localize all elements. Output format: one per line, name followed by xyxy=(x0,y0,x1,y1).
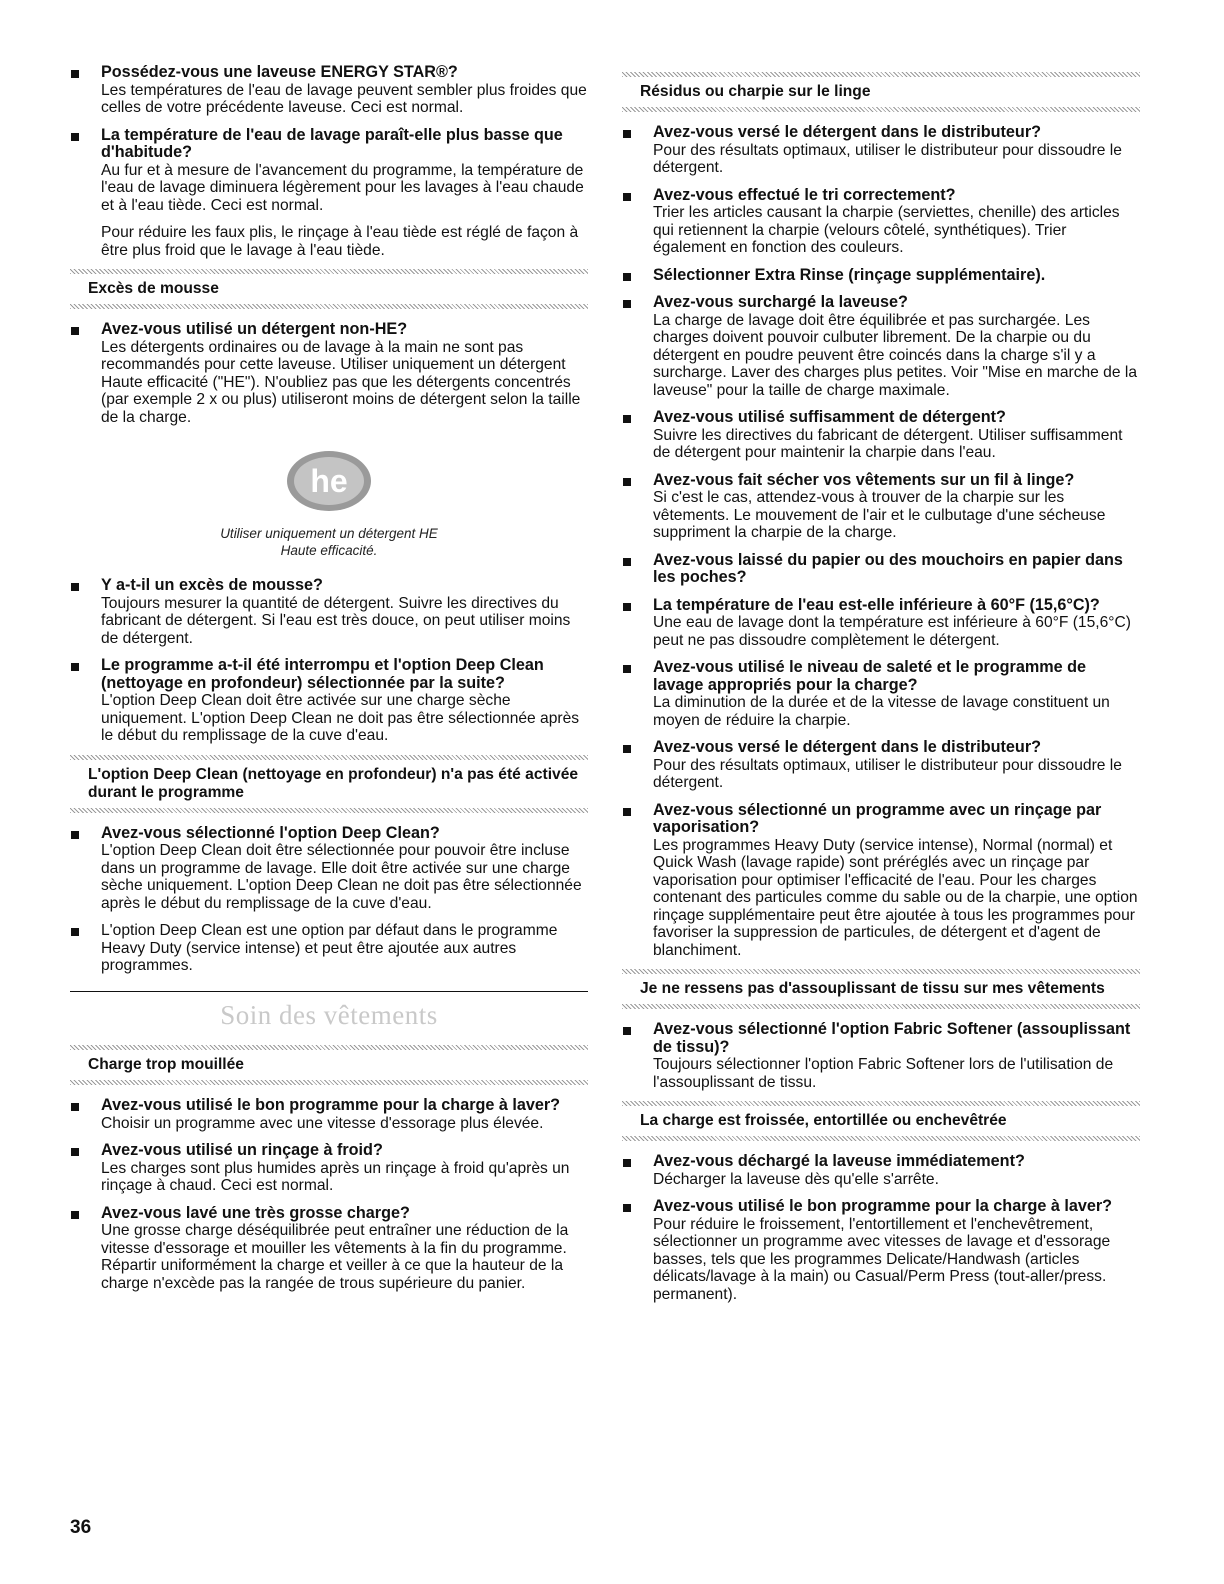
he-logo xyxy=(70,448,588,519)
list-item xyxy=(70,321,588,426)
question-text: Avez-vous versé le détergent dans le distributeur? xyxy=(653,123,1042,141)
logo-caption xyxy=(70,525,588,559)
list-deep-clean xyxy=(70,825,588,975)
answer-text: Pour réduire le froissement, l'entortillement et l'enchevêtrement, sélectionner un programme avec vitesses de lavage et d'essorage basses, tels que les programmes Delicate/Handwash (articles délicats/lavage à la main) ou Casual/Perm Press (tout-aller/press. permanent). xyxy=(653,1215,1111,1303)
list-item xyxy=(70,922,588,975)
section-heading-residus xyxy=(622,72,1140,112)
heading-rule xyxy=(70,304,588,309)
answer-text: Une grosse charge déséquilibrée peut entraîner une réduction de la vitesse d'essorage et mouiller les vêtements à la fin du programme. Répartir uniformément la charge et veiller à ce que la hauteur de la charge n'excède pas la rangée de trous supérieure du panier. xyxy=(101,1222,569,1292)
bullet-icon xyxy=(623,300,631,308)
list-item xyxy=(70,64,588,117)
question-text: Avez-vous utilisé le bon programme pour la charge à laver? xyxy=(101,1096,561,1114)
bullet-icon xyxy=(623,558,631,566)
heading-rule xyxy=(70,808,588,813)
list-item xyxy=(70,657,588,745)
question-text: Avez-vous sélectionné l'option Fabric Softener (assouplissant de tissu)? xyxy=(653,1020,1131,1056)
heading-rule xyxy=(622,107,1140,112)
section-block xyxy=(70,991,588,1034)
bullet-icon xyxy=(71,1211,79,1219)
question-text: La température de l'eau de lavage paraît-elle plus basse que d'habitude? xyxy=(101,125,563,161)
question-text: Avez-vous laissé du papier ou des mouchoirs en papier dans les poches? xyxy=(653,550,1123,586)
intro-note: Pour réduire les faux plis, le rinçage à l'eau tiède est réglé de façon à être plus froid que le lavage à l'eau tiède. xyxy=(101,224,579,259)
answer-text: Trier les articles causant la charpie (serviettes, chenille) des articles qui retiennent la charpie (velours côtelé, synthétiques). Trier également en fonction des couleurs. xyxy=(653,204,1120,256)
list-item xyxy=(622,1021,1140,1091)
logo-caption-line2: Haute efficacité. xyxy=(280,543,378,558)
he-logo-icon xyxy=(284,448,374,514)
list-item xyxy=(622,124,1140,177)
bullet-icon xyxy=(71,327,79,335)
bullet-icon xyxy=(623,273,631,281)
heading-text: L'option Deep Clean (nettoyage en profondeur) n'a pas été activée durant le programme xyxy=(88,765,579,801)
list-item xyxy=(70,1205,588,1293)
question-text: Avez-vous sélectionné l'option Deep Clean? xyxy=(101,823,440,842)
bullet-icon xyxy=(71,663,79,671)
answer-text: Toujours mesurer la quantité de détergent. Suivre les directives du fabricant de détergent. Si l'eau est très douce, on peut utiliser moins de détergent. xyxy=(101,594,571,647)
list-mousse-b xyxy=(70,577,588,745)
bullet-icon xyxy=(71,928,79,936)
bullet-icon xyxy=(71,1103,79,1111)
question-text: Avez-vous utilisé suffisamment de détergent? xyxy=(653,408,1006,426)
list-item xyxy=(622,739,1140,792)
bullet-icon xyxy=(71,1148,79,1156)
list-item xyxy=(70,1097,588,1132)
answer-text: Les détergents ordinaires ou de lavage à la main ne sont pas recommandés pour cette laveuse. Utiliser uniquement un détergent Haute efficacité ("HE"). N'oubliez pas que les détergents concentrés (par exemple 2 x ou plus) utiliseront moins de détergent selon la taille de la charge. xyxy=(101,338,581,426)
answer-text: Choisir un programme avec une vitesse d'essorage plus élevée. xyxy=(101,1114,544,1132)
answer-text: La charge de lavage doit être équilibrée et pas surchargée. Les charges doivent pouvoir culbuter librement. De la charpie ou du détergent en poudre peuvent être coincés dans la charge s'il y a surcharge. Laver des charges plus petites. Voir "Mise en marche de la laveuse" pour la taille de charge maximale. xyxy=(653,311,1137,399)
left-column xyxy=(70,64,588,1302)
answer-text: L'option Deep Clean doit être sélectionnée pour pouvoir être incluse dans un programme de lavage. Elle doit être activée sur une charge sèche uniquement. L'option Deep Clean ne doit pas être sélectionnée après le début du remplissage de la cuve d'eau. xyxy=(101,842,582,912)
question-text: Avez-vous sélectionné un programme avec un rinçage par vaporisation? xyxy=(653,800,1102,836)
question-text: Avez-vous versé le détergent dans le distributeur? xyxy=(653,738,1042,756)
heading-text: Résidus ou charpie sur le linge xyxy=(640,83,871,100)
bullet-icon xyxy=(623,478,631,486)
bullet-icon xyxy=(623,130,631,138)
list-mouillee xyxy=(70,1097,588,1292)
logo-caption-line1: Utiliser uniquement un détergent HE xyxy=(220,526,438,541)
question-text: Avez-vous utilisé le bon programme pour la charge à laver? xyxy=(653,1197,1113,1215)
bullet-icon xyxy=(623,193,631,201)
answer-text: Une eau de lavage dont la température est inférieure à 60°F (15,6°C) peut ne pas dissoudre complètement le détergent. xyxy=(653,614,1131,649)
bullet-icon xyxy=(623,415,631,423)
bullet-icon xyxy=(71,831,79,839)
answer-text: Pour des résultats optimaux, utiliser le distributeur pour dissoudre le détergent. xyxy=(653,141,1122,176)
answer-text: L'option Deep Clean est une option par défaut dans le programme Heavy Duty (service intense) et peut être ajoutée aux autres programmes. xyxy=(101,922,558,974)
answer-text: La diminution de la durée et de la vitesse de lavage constituent un moyen de réduire la charpie. xyxy=(653,694,1110,729)
list-mousse-a xyxy=(70,321,588,426)
question-text: Possédez-vous une laveuse ENERGY STAR®? xyxy=(101,63,458,81)
list-item xyxy=(622,552,1140,587)
list-item xyxy=(70,825,588,913)
question-text: Y a-t-il un excès de mousse? xyxy=(101,576,323,594)
list-intro xyxy=(70,64,588,214)
list-assouplissant xyxy=(622,1021,1140,1091)
answer-text: Si c'est le cas, attendez-vous à trouver de la charpie sur les vêtements. Le mouvement de l'air et le culbutage d'une sécheuse suppriment la charpie de la charge. xyxy=(653,489,1106,541)
question-text: Avez-vous utilisé le niveau de saleté et le programme de lavage appropriés pour la charge? xyxy=(653,658,1087,694)
list-item xyxy=(622,409,1140,462)
question-text: Le programme a-t-il été interrompu et l'option Deep Clean (nettoyage en profondeur) sélectionnée par la suite? xyxy=(101,656,544,692)
list-item xyxy=(622,1198,1140,1303)
list-item xyxy=(70,1142,588,1195)
heading-text: Excès de mousse xyxy=(88,280,219,297)
list-froissee xyxy=(622,1153,1140,1303)
list-item xyxy=(622,267,1140,285)
bullet-icon xyxy=(623,1027,631,1035)
question-text: Avez-vous utilisé un détergent non-HE? xyxy=(101,320,408,338)
answer-text: L'option Deep Clean doit être activée sur une charge sèche uniquement. L'option Deep Clean ne doit pas être sélectionnée après le début du remplissage de la cuve d'eau. xyxy=(101,692,580,744)
bullet-icon xyxy=(623,1204,631,1212)
heading-text: La charge est froissée, entortillée ou enchevêtrée xyxy=(640,1112,1007,1129)
right-column xyxy=(622,64,1140,1313)
list-item xyxy=(622,187,1140,257)
page-number: 36 xyxy=(70,1517,92,1538)
bullet-icon xyxy=(623,808,631,816)
question-text: Avez-vous fait sécher vos vêtements sur un fil à linge? xyxy=(653,470,1075,489)
section-heading-mouillee xyxy=(70,1045,588,1085)
bullet-icon xyxy=(623,1159,631,1167)
list-item xyxy=(70,127,588,215)
question-text: Avez-vous surchargé la laveuse? xyxy=(653,293,908,311)
question-text: Avez-vous utilisé un rinçage à froid? xyxy=(101,1141,383,1159)
answer-text: Toujours sélectionner l'option Fabric Softener lors de l'utilisation de l'assouplissant de tissu. xyxy=(653,1056,1114,1091)
bullet-icon xyxy=(623,745,631,753)
bullet-icon xyxy=(71,133,79,141)
heading-text: Je ne ressens pas d'assouplissant de tissu sur mes vêtements xyxy=(640,980,1105,997)
question-text: Avez-vous déchargé la laveuse immédiatement? xyxy=(653,1152,1025,1170)
answer-text: Suivre les directives du fabricant de détergent. Utiliser suffisamment de détergent pour maintenir la charpie dans l'eau. xyxy=(653,426,1123,461)
heading-rule xyxy=(622,1136,1140,1141)
section-title: Soin des vêtements xyxy=(220,1000,438,1030)
section-heading-assouplissant xyxy=(622,969,1140,1009)
section-heading-deep-clean xyxy=(70,755,588,813)
list-item xyxy=(622,802,1140,960)
list-item xyxy=(622,1153,1140,1188)
question-text: Sélectionner Extra Rinse (rinçage supplémentaire). xyxy=(653,265,1046,284)
bullet-icon xyxy=(623,603,631,611)
list-item xyxy=(70,577,588,647)
section-heading-froissee xyxy=(622,1101,1140,1141)
heading-rule xyxy=(622,1004,1140,1009)
answer-text: Les programmes Heavy Duty (service intense), Normal (normal) et Quick Wash (lavage rapide) sont préréglés avec un rinçage par vaporisation pour optimiser l'efficacité de l'eau. Pour les charges contenant des particules comme du sable ou de la charpie, une option rinçage supplémentaire peut être ajoutée à tous les programmes pour favoriser la suppression de particules, de détergent et d'agent de blanchiment. xyxy=(653,836,1138,959)
answer-text: Décharger la laveuse dès qu'elle s'arrête. xyxy=(653,1170,939,1188)
answer-text: Les charges sont plus humides après un rinçage à froid qu'après un rinçage à chaud. Ceci est normal. xyxy=(101,1159,570,1194)
bullet-icon xyxy=(71,70,79,78)
list-item xyxy=(622,659,1140,729)
heading-text: Charge trop mouillée xyxy=(88,1056,244,1073)
list-item xyxy=(622,294,1140,399)
he-logo-text: he xyxy=(310,463,348,499)
answer-text: Pour des résultats optimaux, utiliser le distributeur pour dissoudre le détergent. xyxy=(653,756,1122,791)
question-text: Avez-vous lavé une très grosse charge? xyxy=(101,1203,410,1222)
list-item xyxy=(622,597,1140,650)
question-text: Avez-vous effectué le tri correctement? xyxy=(653,185,956,204)
section-heading-mousse xyxy=(70,269,588,309)
answer-text: Au fur et à mesure de l'avancement du programme, la température de l'eau de lavage diminuera légèrement pour les lavages à l'eau chaude et à l'eau tiède. Ceci est normal. xyxy=(101,161,584,214)
bullet-icon xyxy=(623,665,631,673)
answer-text: Les températures de l'eau de lavage peuvent sembler plus froides que celles de votre précédente laveuse. Ceci est normal. xyxy=(101,81,587,116)
list-item xyxy=(622,472,1140,542)
question-text: La température de l'eau est-elle inférieure à 60°F (15,6°C)? xyxy=(653,595,1100,614)
list-residus xyxy=(622,124,1140,959)
bullet-icon xyxy=(71,583,79,591)
heading-rule xyxy=(70,1080,588,1085)
